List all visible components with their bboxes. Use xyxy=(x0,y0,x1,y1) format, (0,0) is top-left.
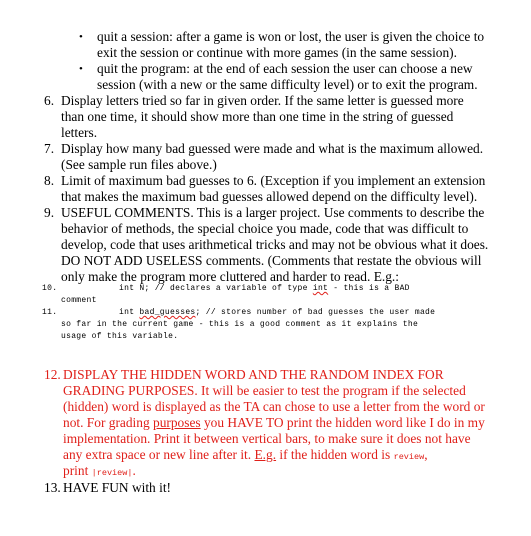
item-number: 8. xyxy=(44,173,55,188)
code-line-number: 11. xyxy=(42,308,58,317)
item-text: any extra space or new line after it. E.g. if the hidden word is review, xyxy=(63,447,428,462)
inline-code: |review| xyxy=(91,468,133,478)
code-line-number: 10. xyxy=(42,284,58,293)
item-text: not. For grading purposes you HAVE TO print the hidden word like I do in my xyxy=(63,415,485,430)
item-number: 7. xyxy=(44,141,55,156)
code-line: so far in the current game - this is a good comment as it explains the xyxy=(61,320,419,329)
item-text: (hidden) word is displayed as the TA can chose to use a letter from the word or xyxy=(63,399,485,414)
item-text: implementation. Print it between vertical bars, to make sure it does not have xyxy=(63,431,471,446)
code-line: comment xyxy=(61,296,97,305)
item-text: Display letters tried so far in given order. If the same letter is guessed more xyxy=(61,93,464,108)
item-number: 12. xyxy=(44,367,61,382)
item-text: DISPLAY THE HIDDEN WORD AND THE RANDOM INDEX FOR xyxy=(63,367,444,382)
item-text: than one time, it should show more than one time in the string of guessed xyxy=(61,109,454,124)
item-text: that makes the maximum bad guesses allowed depend on the difficulty level). xyxy=(61,189,478,204)
item-text: DO NOT ADD USELESS comments. (Comments that restate the obvious will xyxy=(61,253,482,268)
code-line: int N; // declares a variable of type int - this is a BAD xyxy=(119,284,410,293)
sub-bullet-text: quit a session: after a game is won or lost, the user is given the choice to xyxy=(97,29,485,44)
item-text: (See sample run files above.) xyxy=(61,157,217,172)
item-text: USEFUL COMMENTS. This is a larger project. Use comments to describe the xyxy=(61,205,485,220)
code-line: usage of this variable. xyxy=(61,332,179,341)
bullet-icon: • xyxy=(79,31,83,43)
item-text: HAVE FUN with it! xyxy=(63,480,172,495)
item-number: 13. xyxy=(44,480,61,495)
item-text: only make the program more cluttered and harder to read. E.g.: xyxy=(61,269,399,284)
item-number: 6. xyxy=(44,93,55,108)
item-text: behavior of methods, the special choice you made, code that was difficult to xyxy=(61,221,469,236)
code-line: int bad_guesses; // stores number of bad guesses the user made xyxy=(119,308,436,317)
item-number: 9. xyxy=(44,205,55,220)
sub-bullet-text: session (with a new or the same difficulty level) or to exit the program. xyxy=(97,77,478,92)
purposes-link[interactable]: purposes xyxy=(153,415,201,430)
item-text: develop, code that uses arithmetical tricks and may not be obvious what it does. xyxy=(61,237,489,252)
item-text: letters. xyxy=(61,125,98,140)
item-text: Limit of maximum bad guesses to 6. (Exception if you implement an extension xyxy=(61,173,486,188)
item-text: GRADING PURPOSES. It will be easier to test the program if the selected xyxy=(63,383,466,398)
bullet-icon: • xyxy=(79,63,83,75)
eg-link[interactable]: E.g. xyxy=(254,447,277,462)
item-text: Display how many bad guessed were made and what is the maximum allowed. xyxy=(61,141,484,156)
item-text: print |review|. xyxy=(63,463,136,478)
inline-code: review xyxy=(393,452,425,462)
sub-bullet-text: quit the program: at the end of each session the user can choose a new xyxy=(97,61,473,76)
sub-bullet-text: exit the session or continue with more games (in the same session). xyxy=(97,45,457,60)
